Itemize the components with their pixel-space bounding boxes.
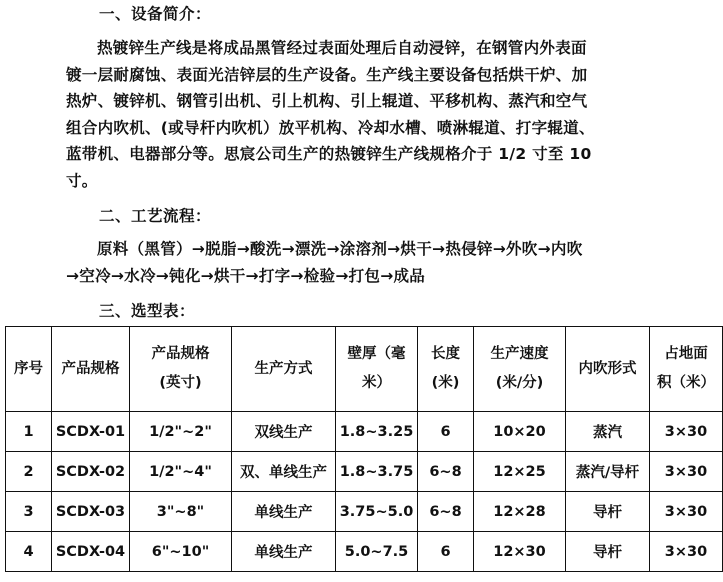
- table-cell: 双、单线生产: [232, 452, 336, 492]
- table-cell: 3×30: [650, 452, 723, 492]
- header-blow-type: [566, 327, 650, 412]
- header-text: 长度: [431, 346, 460, 362]
- header-text: 壁厚（毫: [347, 346, 406, 362]
- header-text: 占地面: [664, 346, 708, 362]
- header-speed: [474, 327, 566, 412]
- header-text: 内吹形式: [578, 360, 637, 377]
- table-cell: 1/2"~2": [130, 412, 232, 452]
- table-cell: 3×30: [650, 492, 723, 532]
- table-row: [6, 492, 723, 532]
- header-model: [52, 327, 130, 412]
- header-text: 生产方式: [254, 360, 313, 377]
- table-cell: 蒸汽/导杆: [566, 452, 650, 492]
- header-text: (英寸): [159, 375, 202, 391]
- table-cell: 单线生产: [232, 532, 336, 572]
- intro-line: 热镀锌生产线是将成品黑管经过表面处理后自动浸锌，在钢管内外表面: [97, 39, 587, 57]
- table-cell: 12×30: [474, 532, 566, 572]
- table-cell: 1/2"~4": [130, 452, 232, 492]
- header-text: 积（米）: [657, 375, 715, 391]
- header-wall-thickness: [336, 327, 418, 412]
- header-spec-inch: [130, 327, 232, 412]
- header-text: 序号: [14, 360, 43, 377]
- section-heading-selection: 三、选型表：: [99, 302, 196, 320]
- intro-paragraph: [66, 35, 626, 194]
- header-length: [418, 327, 474, 412]
- table-cell: 3"~8": [130, 492, 232, 532]
- table-row: [6, 532, 723, 572]
- table-cell: 12×25: [474, 452, 566, 492]
- intro-line: 热炉、镀锌机、钢管引出机、引上机构、引上辊道、平移机构、蒸汽和空气: [66, 92, 588, 110]
- header-text: 米）: [362, 375, 391, 391]
- table-cell: 6: [418, 412, 474, 452]
- intro-line: 镀一层耐腐蚀、表面光洁锌层的生产设备。生产线主要设备包括烘干炉、加: [66, 65, 588, 84]
- table-cell: 4: [6, 532, 52, 572]
- table-cell: 1: [6, 412, 52, 452]
- header-text: (米/分): [495, 375, 544, 391]
- table-cell: 10×20: [474, 412, 566, 452]
- table-cell: SCDX-01: [52, 412, 130, 452]
- table-cell: 5.0~7.5: [336, 532, 418, 572]
- table-cell: 3.75~5.0: [336, 492, 418, 532]
- table-row: [6, 452, 723, 492]
- intro-line: 组合内吹机、(或导杆内吹机）放平机构、冷却水槽、喷淋辊道、打字辊道、: [66, 118, 595, 137]
- table-cell: SCDX-04: [52, 532, 130, 572]
- header-text: 产品规格: [61, 360, 120, 377]
- header-production-mode: [232, 327, 336, 412]
- table-cell: 6~8: [418, 492, 474, 532]
- table-row: [6, 412, 723, 452]
- table-cell: 蒸汽: [566, 412, 650, 452]
- table-cell: SCDX-03: [52, 492, 130, 532]
- table-cell: 6"~10": [130, 532, 232, 572]
- intro-line: 蓝带机、电器部分等。思宸公司生产的热镀锌生产线规格介于 1/2 寸至 10: [66, 145, 592, 163]
- table-cell: 12×28: [474, 492, 566, 532]
- table-cell: 6: [418, 532, 474, 572]
- process-line: 原料（黑管）→脱脂→酸洗→漂洗→涂溶剂→烘干→热侵锌→外吹→内吹: [97, 240, 583, 258]
- section-heading-process: 二、工艺流程：: [99, 207, 212, 225]
- table-cell: 3×30: [650, 532, 723, 572]
- table-cell: 3×30: [650, 412, 723, 452]
- table-cell: 双线生产: [232, 412, 336, 452]
- table-cell: 1.8~3.75: [336, 452, 418, 492]
- process-line: →空冷→水冷→钝化→烘干→打字→检验→打包→成品: [66, 266, 426, 285]
- table-cell: 导杆: [566, 532, 650, 572]
- table-cell: 单线生产: [232, 492, 336, 532]
- table-cell: 6~8: [418, 452, 474, 492]
- header-text: (米): [431, 375, 460, 391]
- process-flow: [66, 236, 626, 289]
- header-index: [6, 327, 52, 412]
- header-text: 生产速度: [490, 346, 549, 362]
- table-cell: SCDX-02: [52, 452, 130, 492]
- section-heading-intro: 一、设备简介：: [99, 5, 212, 23]
- selection-table: [5, 326, 723, 572]
- table-cell: 导杆: [566, 492, 650, 532]
- intro-line: 寸。: [66, 171, 98, 190]
- table-header-row: [6, 327, 723, 412]
- table-cell: 2: [6, 452, 52, 492]
- header-floor-area: [650, 327, 723, 412]
- header-text: 产品规格: [151, 346, 210, 362]
- table-cell: 1.8~3.25: [336, 412, 418, 452]
- table-cell: 3: [6, 492, 52, 532]
